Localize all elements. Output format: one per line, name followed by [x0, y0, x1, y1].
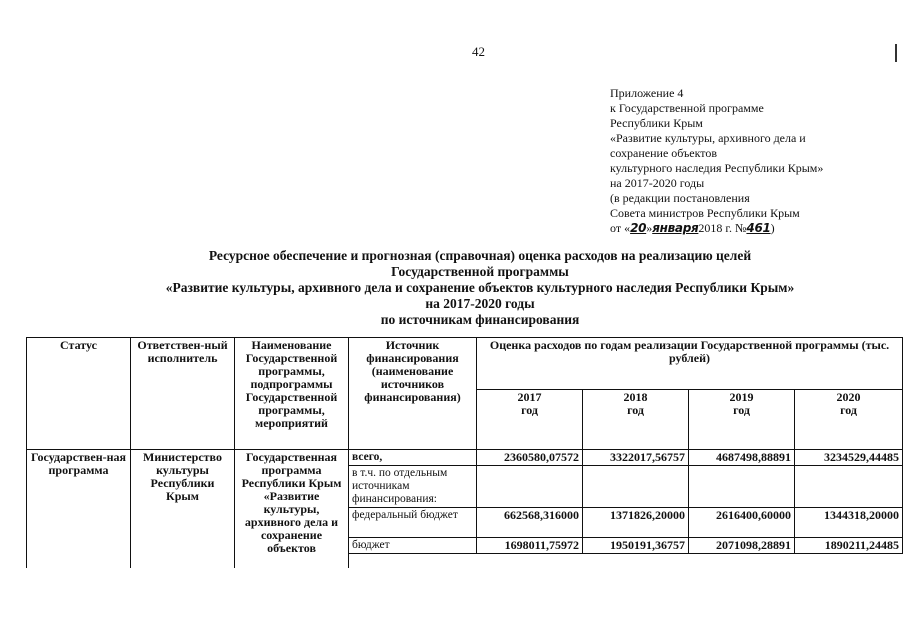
appendix-line: к Государственной программе — [610, 101, 764, 115]
value-cell: 2071098,28891 — [689, 538, 795, 554]
page-number: 42 — [472, 44, 485, 59]
title-line: Государственной программы — [391, 264, 569, 279]
year-unit: год — [521, 403, 538, 417]
appendix-line: Приложение 4 — [610, 86, 684, 100]
appendix-line: культурного наследия Республики Крым» — [610, 161, 824, 175]
appendix-line: Совета министров Республики Крым — [610, 206, 800, 220]
date-number: 461 — [746, 221, 771, 235]
document-title — [60, 248, 900, 328]
source-cell: федеральный бюджет — [349, 508, 477, 538]
value-cell: 662568,316000 — [477, 508, 583, 538]
header-year — [583, 390, 689, 450]
title-line: Ресурсное обеспечение и прогнозная (справочная) оценка расходов на реализацию целей — [208, 248, 752, 263]
source-cell: всего, — [349, 450, 477, 466]
year-label: 2019 — [729, 390, 754, 404]
header-year — [477, 390, 583, 450]
header-year — [795, 390, 903, 450]
header-source: Источник финансирования (наименование источников финансирования) — [349, 338, 477, 450]
date-sep: » — [646, 221, 653, 235]
status-cell: Государствен-ная программа — [27, 450, 131, 568]
date-day: 20 — [630, 221, 647, 235]
value-cell — [689, 466, 795, 508]
title-line: «Развитие культуры, архивного дела и сохранение объектов культурного наследия Республики Крым» — [165, 280, 795, 295]
source-cell: бюджет — [349, 538, 477, 554]
budget-table — [26, 337, 903, 568]
source-cell: в т.ч. по отдельным источникам финансирования: — [349, 466, 477, 508]
value-cell — [795, 466, 903, 508]
value-cell: 1371826,20000 — [583, 508, 689, 538]
value-cell: 3234529,44485 — [795, 450, 903, 466]
date-month: января — [652, 221, 699, 235]
appendix-date-line — [610, 221, 870, 236]
header-executor: Ответствен-ный исполнитель — [131, 338, 235, 450]
value-cell — [477, 466, 583, 508]
cutoff-spacer — [349, 554, 903, 568]
appendix-line: (в редакции постановления — [610, 191, 750, 205]
value-cell: 4687498,88891 — [689, 450, 795, 466]
value-cell: 1344318,20000 — [795, 508, 903, 538]
scan-edge-mark — [895, 44, 897, 62]
executor-cell: Министерство культуры Республики Крым — [131, 450, 235, 568]
appendix-line: сохранение объектов — [610, 146, 718, 160]
appendix-line: на 2017-2020 годы — [610, 176, 705, 190]
appendix-line: «Развитие культуры, архивного дела и — [610, 131, 806, 145]
value-cell: 1890211,24485 — [795, 538, 903, 554]
header-estimate: Оценка расходов по годам реализации Государственной программы (тыс. рублей) — [477, 338, 903, 390]
title-line: по источникам финансирования — [380, 312, 580, 327]
header-year — [689, 390, 795, 450]
year-unit: год — [733, 403, 750, 417]
year-label: 2017 — [517, 390, 542, 404]
program-name-cell: Государственная программа Республики Крым «Развитие культуры, архивного дела и сохранение объектов — [235, 450, 349, 568]
year-unit: год — [840, 403, 857, 417]
date-close: ) — [770, 221, 775, 235]
year-unit: год — [627, 403, 644, 417]
year-label: 2020 — [836, 390, 861, 404]
value-cell: 1698011,75972 — [477, 538, 583, 554]
date-prefix: от « — [610, 221, 631, 235]
value-cell: 3322017,56757 — [583, 450, 689, 466]
header-status: Статус — [27, 338, 131, 450]
date-year: 2018 г. № — [698, 221, 747, 235]
value-cell: 2360580,07572 — [477, 450, 583, 466]
title-line: на 2017-2020 годы — [425, 296, 535, 311]
appendix-block — [610, 86, 870, 236]
table-row — [27, 450, 903, 466]
value-cell: 1950191,36757 — [583, 538, 689, 554]
year-label: 2018 — [623, 390, 648, 404]
value-cell: 2616400,60000 — [689, 508, 795, 538]
header-program-name: Наименование Государственной программы, подпрограммы Государственной программы, мероприятий — [235, 338, 349, 450]
appendix-line: Республики Крым — [610, 116, 703, 130]
value-cell — [583, 466, 689, 508]
